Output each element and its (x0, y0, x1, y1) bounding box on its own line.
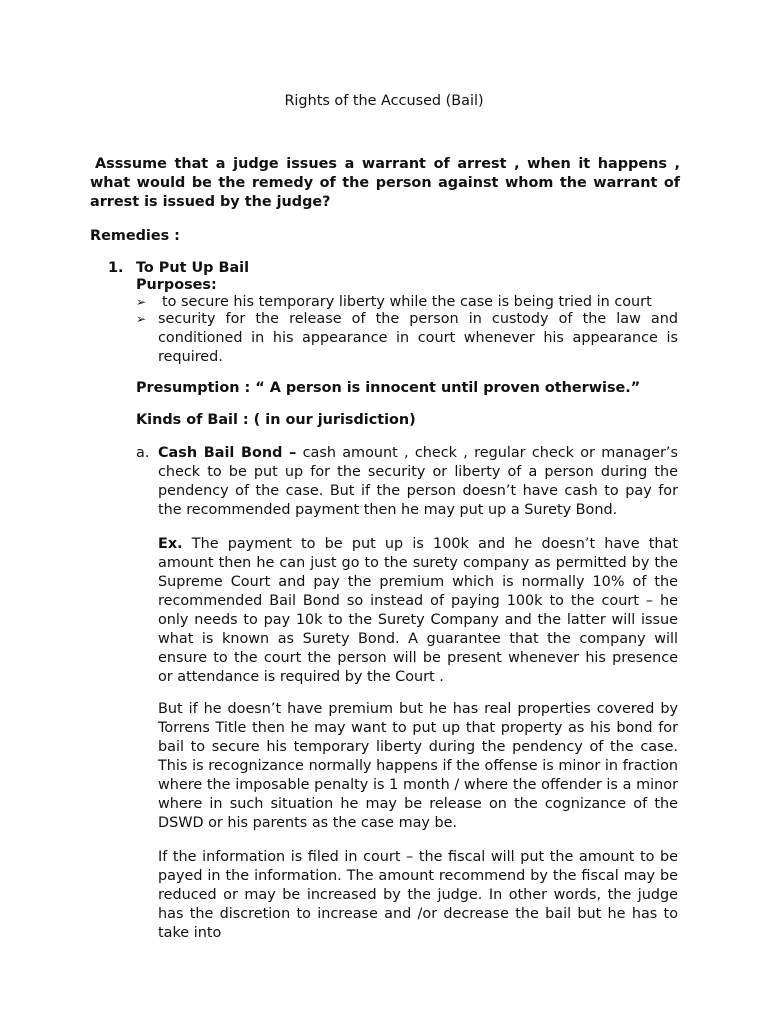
page-title: Rights of the Accused (Bail) (284, 93, 484, 109)
remedy-item-label: To Put Up Bail (136, 260, 250, 276)
information-paragraph: If the information is filed in court – the fiscal will put the amount to be payed in the information. The amount recommend by the fiscal may be reduced or may be increased by the judge. In other words, the judge has the discretion to increase and /or decrease the bail but he has to take into (158, 849, 678, 941)
remedies-heading: Remedies : (90, 228, 180, 244)
example-text: The payment to be put up is 100k and he doesn’t have that amount then he can just go to the surety company as permitted by the Supreme Court and pay the premium which is normally 10% of the recommended Bail Bond so instead of paying 100k to the court – he only needs to pay 10k to the Surety Company and the latter will issue what is known as Surety Bond. A guarantee that the company will ensure to the court the person will be present whenever his presence or attendance is required by the Court . (158, 536, 678, 685)
arrow-bullet-icon: ➢ (136, 295, 147, 309)
cash-bail-paragraph (158, 444, 678, 520)
cash-bail-term: Cash Bail Bond – (158, 445, 297, 461)
purpose-bullet-text: to secure his temporary liberty while the case is being tried in court (162, 294, 652, 310)
arrow-bullet-icon: ➢ (136, 312, 147, 326)
question-text: Asssume that a judge issues a warrant of arrest , when it happens , what would be the remedy of the person against whom the warrant of arrest is issued by the judge? (90, 156, 680, 210)
purposes-heading: Purposes: (136, 277, 217, 293)
kinds-heading: Kinds of Bail : ( in our jurisdiction) (136, 412, 416, 428)
example-label: Ex. (158, 536, 183, 552)
question-paragraph (90, 155, 680, 212)
cash-bail-text: cash amount , check , regular check or manager’s check to be put up for the security or liberty of a person during the pendency of the case. But if the person doesn’t have cash to pay for the recommended payment then he may put up a Surety Bond. (158, 445, 678, 518)
list-number: 1. (108, 260, 124, 276)
purpose-bullet-text: security for the release of the person in custody of the law and conditioned in his appearance in court whenever his appearance is required. (158, 311, 678, 365)
presumption-text: Presumption : “ A person is innocent until proven otherwise.” (136, 380, 641, 396)
list-letter: a. (136, 445, 150, 461)
example-paragraph (158, 535, 678, 687)
property-bond-paragraph: But if he doesn’t have premium but he has real properties covered by Torrens Title then he may want to put up that property as his bond for bail to secure his temporary liberty during the pendency of the case. This is recognizance normally happens if the offense is minor in fraction where the imposable penalty is 1 month / where the offender is a minor where in such situation he may be release on the cognizance of the DSWD or his parents as the case may be. (158, 701, 678, 831)
